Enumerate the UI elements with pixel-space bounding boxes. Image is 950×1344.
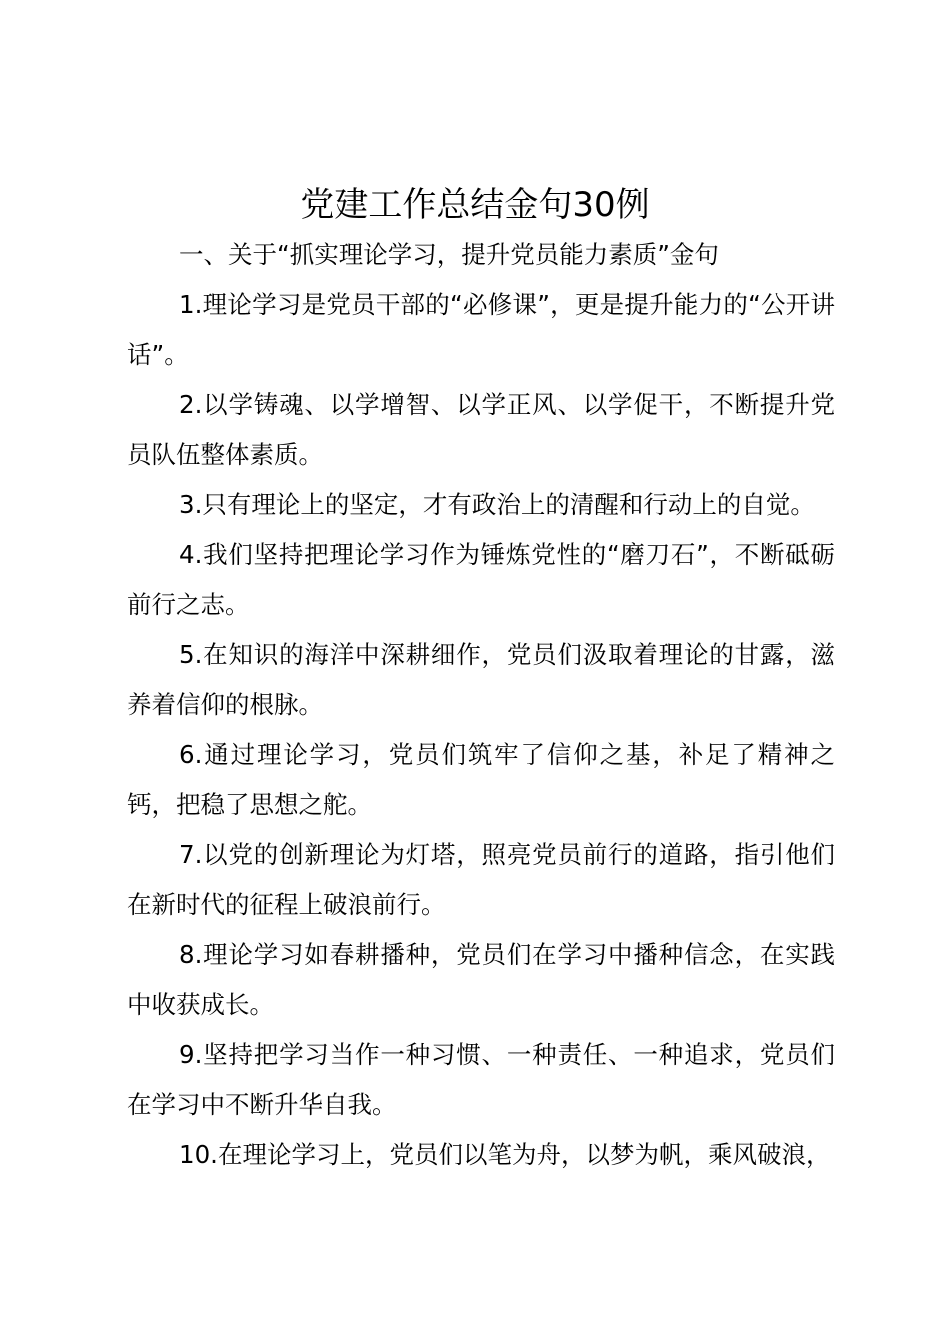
document-body: [127, 230, 835, 1180]
section-heading: 一、关于“抓实理论学习，提升党员能力素质”金句: [179, 240, 719, 269]
list-item: 5.在知识的海洋中深耕细作，党员们汲取着理论的甘露，滋养着信仰的根脉。: [127, 640, 835, 719]
list-item: 3.只有理论上的坚定，才有政治上的清醒和行动上的自觉。: [179, 490, 815, 519]
document-title: 党建工作总结金句30例: [300, 185, 650, 225]
list-item: 2.以学铸魂、以学增智、以学正风、以学促干，不断提升党员队伍整体素质。: [127, 390, 835, 469]
list-item: 4.我们坚持把理论学习作为锤炼党性的“磨刀石”，不断砥砺前行之志。: [127, 540, 835, 619]
list-item: 9.坚持把学习当作一种习惯、一种责任、一种追求，党员们在学习中不断升华自我。: [127, 1040, 835, 1119]
list-item: 8.理论学习如春耕播种，党员们在学习中播种信念，在实践中收获成长。: [127, 940, 835, 1019]
list-item: 1.理论学习是党员干部的“必修课”，更是提升能力的“公开讲话”。: [127, 290, 835, 369]
list-item: 6.通过理论学习，党员们筑牢了信仰之基，补足了精神之钙，把稳了思想之舵。: [127, 740, 835, 819]
list-item: 7.以党的创新理论为灯塔，照亮党员前行的道路，指引他们在新时代的征程上破浪前行。: [127, 840, 835, 919]
list-item: 10.在理论学习上，党员们以笔为舟，以梦为帆，乘风破浪，: [179, 1140, 831, 1169]
